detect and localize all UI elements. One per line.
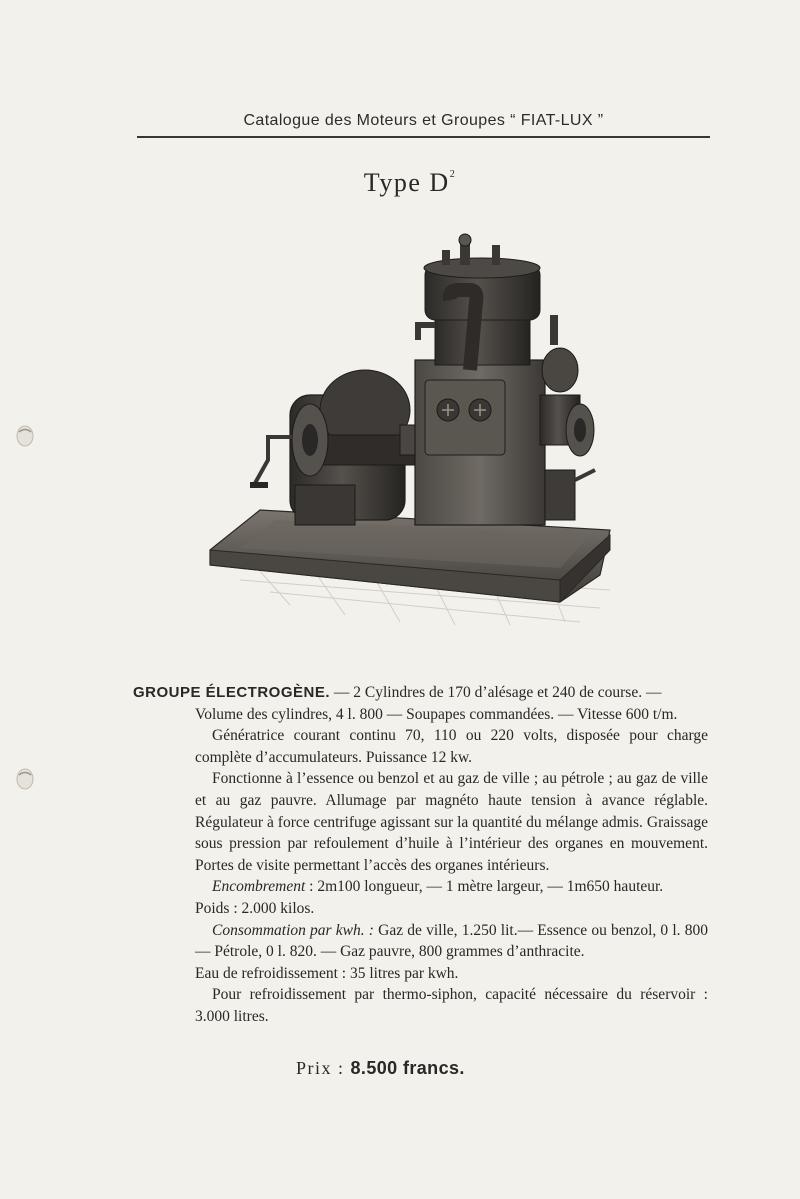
cooling-water-line: Eau de refroidissement : 35 litres par kwh. xyxy=(195,964,459,982)
cylinders-line: — 2 Cylindres de 170 d’alésage et 240 de course. — xyxy=(330,684,662,701)
engine-generator-illustration xyxy=(180,230,650,650)
dimensions-value: : 2m100 longueur, — 1 mètre largeur, — 1m650 hauteur. xyxy=(305,878,664,896)
operation-paragraph: Fonctionne à l’essence ou benzol et au gaz de ville ; au pétrole ; au gaz de ville et au gaz pauvre. Allumage par magnéto haute tension à avance réglable. Régulateur à force centrifuge agissant sur la quantité du mélange admis. Graissage sous pression par refoulement d’huile à l’intérieur des organes en mouvement. Portes de visite permettant l’accès des organes intérieurs. xyxy=(195,770,708,874)
description-block xyxy=(133,682,708,1028)
volume-line: Volume des cylindres, 4 l. 800 — Soupapes commandées. — Vitesse 600 t/m. xyxy=(195,705,678,723)
dimensions-line xyxy=(133,876,708,898)
type-title xyxy=(300,168,520,198)
cooling-paragraph: Pour refroidissement par thermo-siphon, capacité nécessaire du réservoir : 3.000 litres. xyxy=(195,986,708,1025)
consumption-label: Consommation par kwh. : xyxy=(212,921,374,939)
generator-paragraph: Génératrice courant continu 70, 110 ou 220 volts, disposée pour charge complète d’accumulateurs. Puissance 12 kw. xyxy=(195,727,708,766)
binder-hole-icon xyxy=(14,423,38,449)
weight-line: Poids : 2.000 kilos. xyxy=(195,899,315,917)
running-header: Catalogue des Moteurs et Groupes “ FIAT-LUX ” xyxy=(243,112,604,129)
type-title-text: Type D xyxy=(363,168,450,197)
consumption-line xyxy=(133,920,708,963)
type-title-superscript: 2 xyxy=(449,169,457,180)
header-rule xyxy=(137,136,710,138)
section-heading: GROUPE ÉLECTROGÈNE. xyxy=(133,684,331,701)
price-line xyxy=(296,1058,465,1079)
description-lead xyxy=(133,682,708,704)
price-label: Prix : xyxy=(296,1058,351,1078)
consumption-value: Gaz de ville, 1.250 lit.— Essence ou benzol, 0 l. 800 — Pétrole, 0 l. 820. — Gaz pauvre, 800 grammes d’anthracite. xyxy=(195,921,708,961)
price-amount: 8.500 francs. xyxy=(350,1058,465,1078)
dimensions-label: Encombrement xyxy=(212,878,306,896)
binder-hole-icon xyxy=(14,766,38,792)
